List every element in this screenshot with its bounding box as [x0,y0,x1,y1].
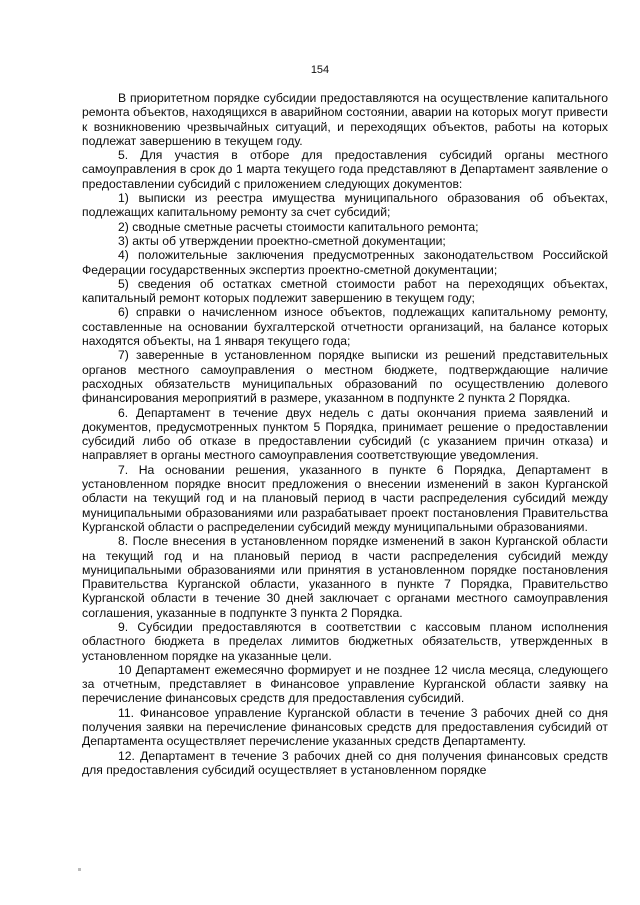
paragraph-7: 7. На основании решения, указанного в пункте 6 Порядка, Департамент в установленном порядке вносит предложения о внесении изменений в закон Курганской области на текущий год и на плановый период в части распределения субсидий между муниципальными образованиями или разрабатывает проект постановления Правительства Курганской области о распределении субсидий между муниципальными образованиями. [82,462,608,534]
paragraph-5-item-1: 1) выписки из реестра имущества муниципального образования об объектах, подлежащих капитальному ремонту за счет субсидий; [82,191,608,220]
paragraph-5-item-3: 3) акты об утверждении проектно-сметной документации; [118,233,446,248]
paragraph-5-item-6: 6) справки о начисленном износе объектов, подлежащих капитальному ремонту, составленные на основании бухгалтерской отчетности организаций, на балансе которых находятся объекты, на 1 января текущего года; [82,305,608,349]
paragraph-5-item-5: 5) сведения об остатках сметной стоимости работ на переходящих объектах, капитальный ремонт которых подлежит завершению в текущем году; [82,276,608,306]
paragraph-11: 11. Финансовое управление Курганской области в течение 3 рабочих дней со дня получения заявки на перечисление финансовых средств для предоставления субсидий от Департамента осуществляет перечисление указанных средств Департаменту. [82,705,608,749]
paragraph-8: 8. После внесения в установленном порядке изменений в закон Курганской области на текущий год и на плановый период в части распределения субсидий между муниципальными образованиями или принятия в установленном порядке постановления Правительства Курганской области, указанного в пункте 7 Порядка, Правительство Курганской области в течение 30 дней заключает с органами местного самоуправления соглашения, указанные в подпункте 3 пункта 2 Порядка. [82,534,608,620]
paragraph-10: 10 Департамент ежемесячно формирует и не позднее 12 числа месяца, следующего за отчетным, представляет в Финансовое управление Курганской области заявку на перечисление финансовых средств для предоставления субсидий. [82,662,608,706]
paragraph-9: 9. Субсидии предоставляются в соответствии с кассовым планом исполнения областного бюджета в пределах лимитов бюджетных обязательств, утвержденных в установленном порядке на указанные цели. [82,619,608,663]
paragraph-5-item-7: 7) заверенные в установленном порядке выписки из решений представительных органов местного самоуправления о местном бюджете, подтверждающие наличие расходных обязательств муниципальных образований по осуществлению долевого финансирования мероприятий в размере, указанном в подпункте 2 пункта 2 Порядка. [82,348,608,406]
document-body [82,91,608,777]
page-number: 154 [310,64,330,76]
scan-speck [78,868,81,871]
paragraph-6: 6. Департамент в течение двух недель с даты окончания приема заявлений и документов, предусмотренных пунктом 5 Порядка, принимает решение о предоставлении субсидий либо об отказе в предоставлении субсидий (с указанием причин отказа) и направляет в органы местного самоуправления соответствующие уведомления. [82,405,608,463]
paragraph-priority: В приоритетном порядке субсидии предоставляются на осуществление капитального ремонта объектов, находящихся в аварийном состоянии, аварии на которых могут привести к возникновению чрезвычайных ситуаций, и переходящих объектов, работы на которых подлежат завершению в текущем году. [82,91,608,148]
paragraph-5: 5. Для участия в отборе для предоставления субсидий органы местного самоуправления в срок до 1 марта текущего года представляют в Департамент заявление о предоставлении субсидий с приложением следующих документов: [82,148,608,191]
paragraph-12: 12. Департамент в течение 3 рабочих дней со дня получения финансовых средств для предоставления субсидий осуществляет в установленном порядке [82,748,608,777]
paragraph-5-item-2: 2) сводные сметные расчеты стоимости капитального ремонта; [118,219,479,234]
paragraph-5-item-4: 4) положительные заключения предусмотренных законодательством Российской Федерации государственных экспертиз проектно-сметной документации; [82,248,608,277]
